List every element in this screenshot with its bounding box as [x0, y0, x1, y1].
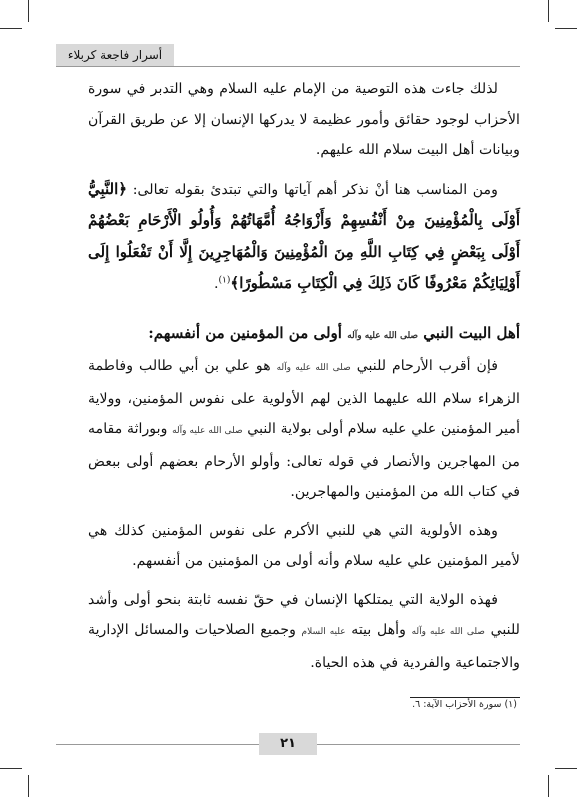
header-rule	[56, 66, 520, 67]
quran-verse: ﴿النَّبِيُّ أَوْلَى بِالْمُؤْمِنِينَ مِنْ أَنْفُسِهِمْ وَأَزْوَاجُهُ أُمَّهَاتُهُمْ وَأُولُو الْأَرْحَامِ بَعْضُهُمْ أَوْلَى بِبَعْضٍ فِي كِتَابِ اللَّهِ مِنَ الْمُؤْمِنِينَ وَالْمُهَاجِرِينَ إِلَّا أَنْ تَفْعَلُوا إِلَى أَوْلِيَائِكُمْ مَعْرُوفًا كَانَ ذَلِكَ فِي الْكِتَابِ مَسْطُورًا﴾	[88, 179, 520, 292]
paragraph-3	[88, 351, 520, 508]
salawat-glyph: صلى الله عليه وآله	[276, 363, 351, 373]
p3-part-3: وبوراثة مقامه من المهاجرين والأنصار في قوله تعالى: وأولو الأرحام بعضهم أولى ببعض في كتاب الله من المؤمنين والمهاجرين.	[88, 421, 520, 500]
crop-mark	[28, 775, 29, 797]
crop-mark	[555, 28, 577, 29]
paragraph-4: وهذه الأولوية التي هي للنبي الأكرم على نفوس المؤمنين كذلك هي لأمير المؤمنين علي عليه سلام وأنه أولى من المؤمنين من أنفسهم.	[88, 522, 520, 569]
salawat-glyph: صلى الله عليه وآله	[172, 426, 243, 436]
page-body	[88, 74, 520, 678]
footnote-ref: (١)	[218, 275, 231, 286]
paragraph-5	[88, 585, 520, 679]
p5-part-1: فهذه الولاية التي يمتلكها الإنسان في حقّ نفسه ثابتة بنحو أولى وأشد للنبي	[88, 591, 520, 638]
crop-mark	[548, 775, 549, 797]
paragraph-1: لذلك جاءت هذه التوصية من الإمام عليه السلام وهي التدبر في سورة الأحزاب لوجود حقائق وأمور عظيمة لا يدركها الإنسان إلا عن طريق القرآن وبيانات أهل البيت سلام الله عليهم.	[88, 81, 520, 158]
p5-part-3: وجميع الصلاحيات والمسائل الإدارية والاجتماعية والفردية في هذه الحياة.	[88, 622, 520, 671]
paragraph-2-intro: ومن المناسب هنا أنْ نذكر أهم آياتها والتي تبتدئ بقوله تعالى:	[127, 181, 498, 198]
alayhim-glyph: عليه السلام	[301, 627, 346, 637]
crop-mark	[0, 768, 22, 769]
heading-part-1: أهل البيت النبي	[423, 323, 520, 342]
p3-part-1: فإن أقرب الأرحام للنبي	[356, 358, 498, 374]
p5-part-2: وأهل بيته	[351, 622, 412, 638]
p3-part-2: هو علي بن أبي طالب وفاطمة الزهراء سلام الله عليهما الذين لهم الأولوية على نفوس المؤمنين، وولاية أمير المؤمنين علي عليه سلام أولى بولاية النبي	[88, 358, 521, 437]
heading-part-2: أولى من المؤمنين من أنفسهم:	[148, 323, 348, 342]
paragraph-2: ومن المناسب هنا أنْ نذكر أهم آياتها والتي تبتدئ بقوله تعالى: ﴿النَّبِيُّ أَوْلَى بِالْمُؤْمِنِينَ مِنْ أَنْفُسِهِمْ وَأَزْوَاجُهُ أُمَّهَاتُهُمْ وَأُولُو الْأَرْحَامِ بَعْضُهُمْ أَوْلَى بِبَعْضٍ فِي كِتَابِ اللَّهِ مِنَ الْمُؤْمِنِينَ وَالْمُهَاجِرِينَ إِلَّا أَنْ تَفْعَلُوا إِلَى أَوْلِيَائِكُمْ مَعْرُوفًا كَانَ ذَلِكَ فِي الْكِتَابِ مَسْطُورًا﴾$^{(١)}$.	[88, 179, 520, 292]
running-header: أسرار فاجعة كربلاء	[56, 44, 174, 66]
section-heading	[88, 318, 520, 352]
crop-mark	[0, 28, 22, 29]
footnote-rule	[410, 697, 520, 698]
page-number: ٢١	[259, 733, 317, 755]
crop-mark	[28, 0, 29, 22]
salawat-glyph: صلى الله عليه وآله	[411, 627, 485, 637]
crop-mark	[548, 0, 549, 22]
crop-mark	[555, 768, 577, 769]
footnote: (١) سورة الأحزاب الآية: ٦.	[412, 699, 517, 710]
salawat-glyph: صلى الله عليه وآله	[347, 330, 419, 341]
